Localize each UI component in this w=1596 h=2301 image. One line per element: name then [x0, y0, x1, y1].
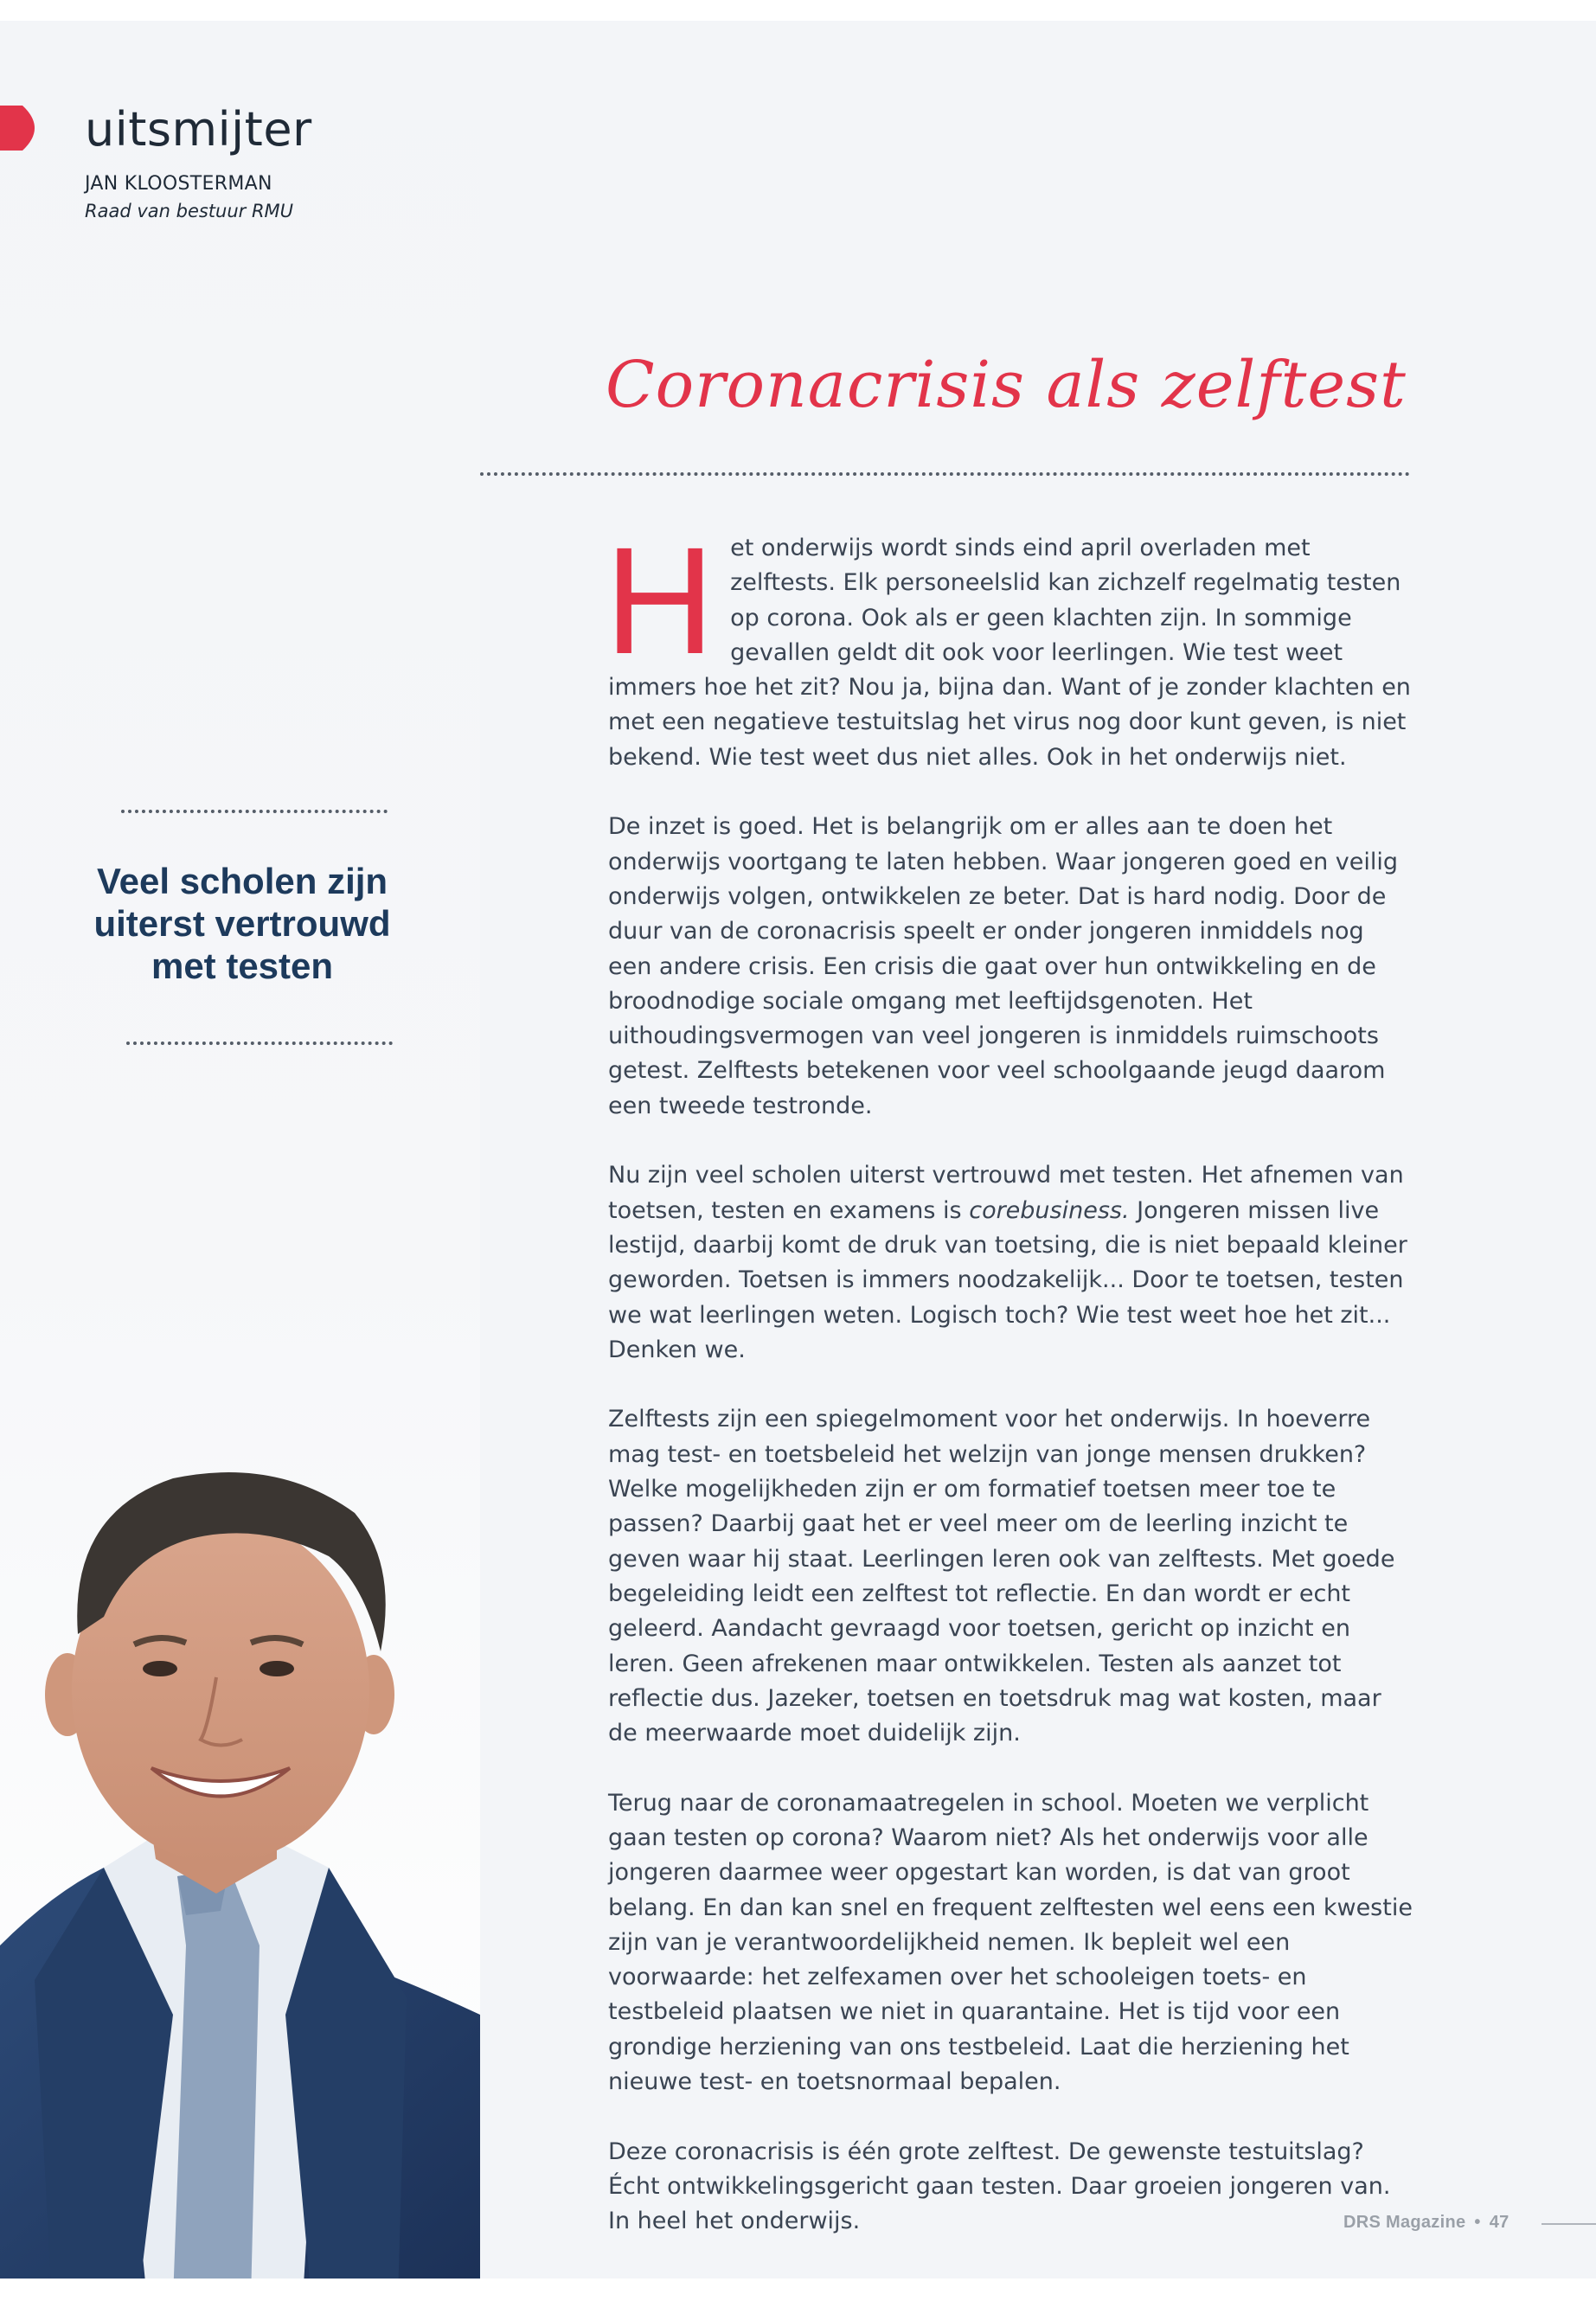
- paragraph-3: [608, 1158, 1413, 1368]
- paragraph-2: De inzet is goed. Het is belangrijk om er alles aan te doen het onderwijs voortgang te laten hebben. Waar jongeren goed en veilig onderwijs volgen, ontwikkelen ze beter. Dat is hard nodig. Door de duur van de coronacrisis speelt er onder jongeren inmiddels nog een andere crisis. Een crisis die gaat over hun ontwikkeling en de broodnodige sociale omgang met leeftijdsgenoten. Het uithoudingsvermogen van veel jongeren is inmiddels ruimschoots getest. Zelftests betekenen voor veel schoolgaande jeugd daarom een tweede testronde.: [608, 813, 1399, 1119]
- footer-rule: [1542, 2223, 1596, 2225]
- article-body: [605, 516, 1413, 2274]
- paragraph-6: Deze coronacrisis is één grote zelftest. De gewenste testuitslag? Écht ontwikkelingsgericht gaan testen. Daar groeien jongeren van. In heel het onderwijs.: [608, 2138, 1391, 2235]
- article-title: Coronacrisis als zelftest: [606, 348, 1407, 422]
- pull-quote: Veel scholen zijn uiterst vertrouwd met testen: [93, 861, 391, 986]
- drop-cap: H: [605, 516, 715, 686]
- section-tab-marker-icon: [0, 106, 47, 151]
- paragraph-1: [605, 516, 1413, 775]
- paragraph-3-text-b: Jongeren missen live lestijd, daarbij komt de druk van toetsing, die is niet bepaald kleiner geworden. Toetsen is immers noodzakelijk... Door te toetsen, testen we wat leerlingen weten. Logisch toch? Wie test weet hoe het zit... Denken we.: [608, 1196, 1407, 1363]
- author-portrait-photo: [0, 1461, 480, 2299]
- paragraph-5: Terug naar de coronamaatregelen in school. Moeten we verplicht gaan testen op corona? Waarom niet? Als het onderwijs voor alle jongeren daarmee weer opgestart kan worden, is dat van groot belang. En dan kan snel en frequent zelftesten wel eens een kwestie zijn van je verantwoordelijkheid nemen. Ik bepleit wel een voorwaarde: het zelfexamen over het schooleigen toets- en testbeleid plaatsen we niet in quarantaine. Het is tijd voor een grondige herziening van ons testbeleid. Laat die herziening het nieuwe test- en toetsnormaal bepalen.: [608, 1789, 1413, 2096]
- page-footer: [1343, 2213, 1509, 2233]
- author-name: JAN KLOOSTERMAN: [85, 173, 272, 195]
- section-label: uitsmijter: [85, 102, 312, 157]
- author-role: Raad van bestuur RMU: [85, 201, 294, 221]
- paragraph-4: Zelftests zijn een spiegelmoment voor het onderwijs. In hoeverre mag test- en toetsbeleid het welzijn van jonge mensen drukken? Welke mogelijkheden zijn er om formatief toetsen meer toe te passen? Daarbij gaat het er veel meer om de leerling inzicht te geven waar hij staat. Leerlingen leren ook van zelftests. Met goede begeleiding leidt een zelftest tot reflectie. En dan wordt er echt geleerd. Aandacht gevraagd voor toetsen, gericht op inzicht en leren. Geen afrekenen maar ontwikkelen. Testen als aanzet tot reflectie dus. Jazeker, toetsen en toetsdruk mag wat kosten, maar de meerwaarde moet duidelijk zijn.: [608, 1406, 1395, 1747]
- footer-magazine-name: DRS Magazine: [1343, 2213, 1466, 2232]
- title-dotted-divider: [480, 472, 1410, 481]
- page-top-margin: [0, 0, 1596, 21]
- pull-quote-divider-top: [121, 810, 388, 813]
- pull-quote-divider-bottom: [126, 1042, 393, 1045]
- magazine-page: [0, 21, 1596, 2279]
- page-bottom-margin: [0, 2279, 1596, 2301]
- footer-page-number: 47: [1489, 2213, 1509, 2232]
- paragraph-3-emphasis: corebusiness.: [969, 1196, 1130, 1224]
- footer-separator: •: [1474, 2213, 1481, 2232]
- paragraph-1-text: et onderwijs wordt sinds eind april overladen met zelftests. Elk personeelslid kan zichzelf regelmatig testen op corona. Ook als er geen klachten zijn. In sommige gevallen geldt dit ook voor leerlingen. Wie test weet immers hoe het zit? Nou ja, bijna dan. Want of je zonder klachten en met een negatieve testuitslag het virus nog door kunt geven, is niet bekend. Wie test weet dus niet alles. Ook in het onderwijs niet.: [608, 535, 1411, 771]
- paragraph-3-text-a: Nu zijn veel scholen uiterst vertrouwd met testen. Het afnemen van toetsen, testen en examens is: [608, 1162, 1404, 1224]
